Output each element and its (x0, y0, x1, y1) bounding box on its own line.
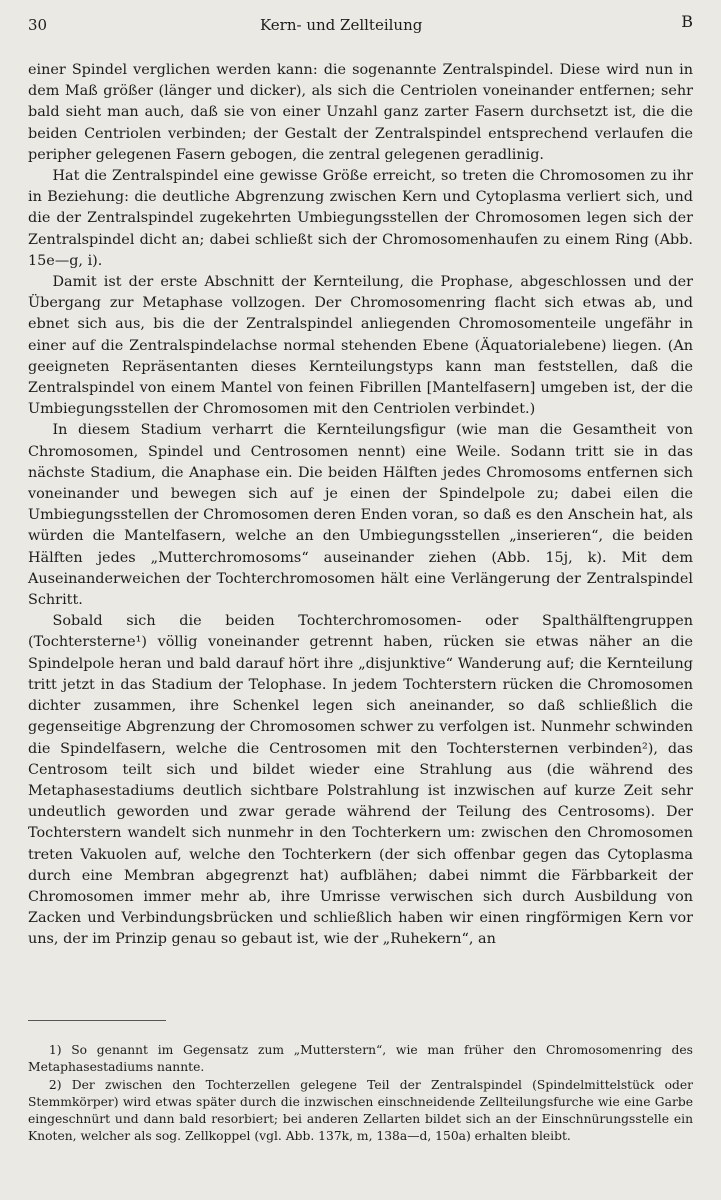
footnotes (28, 1042, 693, 1146)
paragraph-5: Sobald sich die beiden Tochterchromosomen- oder Spalthälftengruppen (Tochtersterne¹) völlig voneinander getrennt haben, rücken sie etwas näher an die Spindelpole heran und bald darauf hört ihre „disjunktive“ Wanderung auf; die Kernteilung tritt jetzt in das Stadium der Telophase. In jedem Tochterstern rücken die Chromosomen dichter zusammen, ihre Schenkel legen sich aneinander, so daß schließlich die gegenseitige Abgrenzung der Chromosomen schwer zu verfolgen ist. Nunmehr schwinden die Spindelfasern, welche die Centrosomen mit den Tochtersternen verbinden²), das Centrosom teilt sich und bildet wieder eine Strahlung aus (die während des Metaphasestadiums deutlich sichtbare Polstrahlung ist inzwischen auf kurze Zeit sehr undeutlich geworden und zwar gerade während der Teilung des Centrosoms). Der Tochterstern wandelt sich nunmehr in den Tochterkern um: zwischen den Chromosomen treten Vakuolen auf, welche den Tochterkern (der sich offenbar gegen das Cytoplasma durch eine Membran abgegrenzt hat) aufblähen; dabei nimmt die Färbbarkeit der Chromosomen immer mehr ab, ihre Umrisse verwischen sich durch Ausbildung von Zacken und Verbindungsbrücken und schließlich haben wir einen ringförmigen Kern vor uns, der im Prinzip genau so gebaut ist, wie der „Ruhekern“, an (28, 613, 693, 948)
paragraph-3: Damit ist der erste Abschnitt der Kernteilung, die Prophase, abgeschlossen und der Übergang zur Metaphase vollzogen. Der Chromosomenring flacht sich etwas ab, und ebnet sich aus, bis die der Zentralspindel anliegenden Chromosomenteile ungefähr in einer auf die Zentralspindelachse normal stehenden Ebene (Äquatorialebene) liegen. (An geeigneten Repräsentanten dieses Kernteilungstyps kann man feststellen, daß die Zentralspindel von einem Mantel von feinen Fibrillen [Mantelfasern] umgeben ist, der die Umbiegungsstellen der Chromosomen mit den Centriolen verbindet.) (28, 274, 693, 418)
paragraph-4: In diesem Stadium verharrt die Kernteilungsfigur (wie man die Gesamtheit von Chromosomen, Spindel und Centrosomen nennt) eine Weile. Sodann tritt sie in das nächste Stadium, die Anaphase ein. Die beiden Hälften jedes Chromosoms entfernen sich voneinander und bewegen sich auf je einen der Spindelpole zu; dabei eilen die Umbiegungsstellen der Chromosomen deren Enden voran, so daß es den Anschein hat, als würden die Mantelfasern, welche an den Umbiegungsstellen „inserieren“, die beiden Hälften jedes „Mutterchromosoms“ auseinander ziehen (Abb. 15j, k). Mit dem Auseinanderweichen der Tochterchromosomen hält eine Verlängerung der Zentralspindel Schritt. (28, 422, 693, 609)
paragraph-1: einer Spindel verglichen werden kann: die sogenannte Zentralspindel. Diese wird nun in dem Maß größer (länger und dicker), als sich die Centriolen voneinander entfernen; sehr bald sieht man auch, daß sie von einer Unzahl ganz zarter Fasern durchsetzt ist, die die beiden Centriolen verbinden; der Gestalt der Zentralspindel entsprechend verlaufen die peripher gelegenen Fasern gebogen, die zentral gelegenen geradlinig. (28, 62, 693, 163)
footnote-divider (28, 1020, 166, 1021)
running-title: Kern- und Zellteilung (260, 16, 423, 34)
paragraph-2: Hat die Zentralspindel eine gewisse Größe erreicht, so treten die Chromosomen zu ihr in Beziehung: die deutliche Abgrenzung zwischen Kern und Cytoplasma verliert sich, und die der Zentralspindel zugekehrten Umbiegungsstellen der Chromosomen legen sich der Zentralspindel dicht an; dabei schließt sich der Chromosomenhaufen zu einem Ring (Abb. 15e—g, i). (28, 168, 693, 269)
footnote-2: 2) Der zwischen den Tochterzellen gelegene Teil der Zentralspindel (Spindelmittelstück oder Stemmkörper) wird etwas später durch die inzwischen einschneidende Zellteilungsfurche wie eine Garbe eingeschnürt und dann bald resorbiert; bei anderen Zellarten bildet sich an der Einschnürungsstelle ein Knoten, welcher als sog. Zellkoppel (vgl. Abb. 137k, m, 138a—d, 150a) erhalten bleibt. (28, 1078, 693, 1143)
signature-mark: B (681, 12, 693, 31)
footnote-1: 1) So genannt im Gegensatz zum „Mutterstern“, wie man früher den Chromosomenring des Metaphasestadiums nannte. (28, 1043, 693, 1074)
page-number: 30 (28, 16, 48, 34)
body-text (28, 60, 693, 951)
page-header (28, 12, 693, 38)
